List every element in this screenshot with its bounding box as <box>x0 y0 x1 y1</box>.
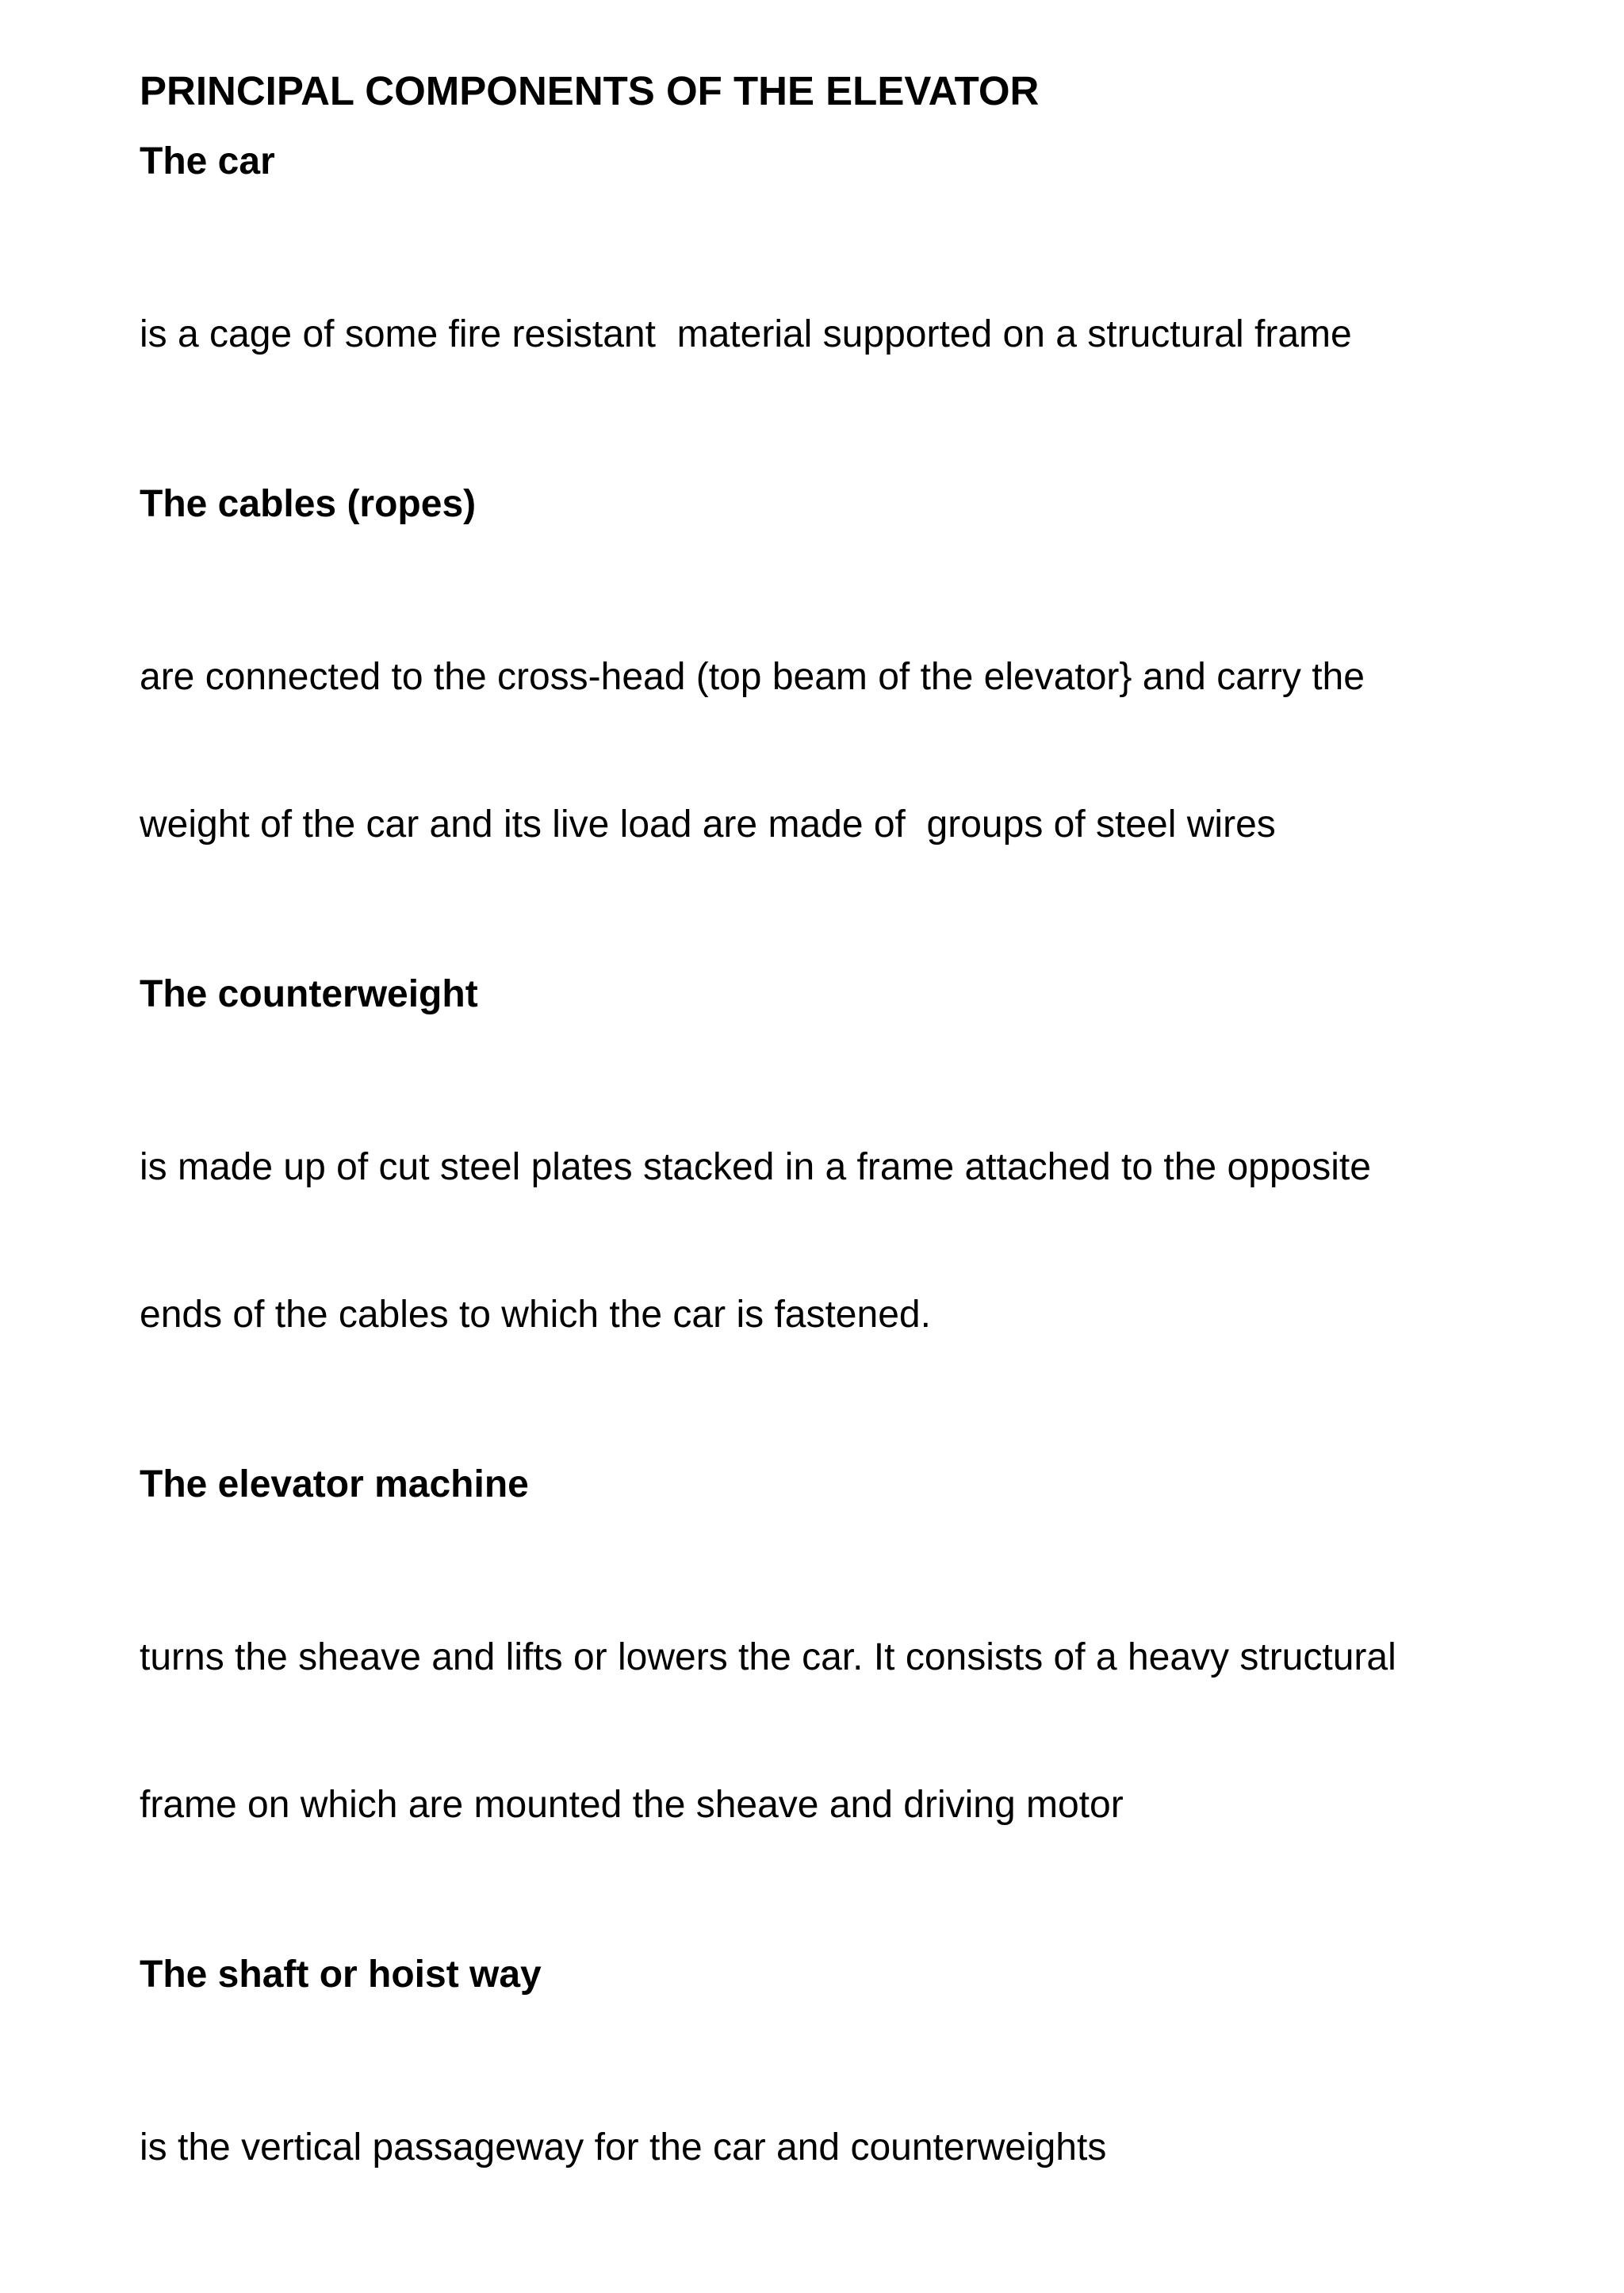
section-cables <box>140 480 1583 948</box>
body-line: turns the sheave and lifts or lowers the car. It consists of a heavy structural <box>140 1636 1396 1678</box>
body-line: weight of the car and its live load are made of groups of steel wires <box>140 803 1276 845</box>
section-shaft <box>140 1950 1583 2271</box>
section-heading: The counterweight <box>140 973 478 1015</box>
body-line: ends of the cables to which the car is fastened. <box>140 1294 931 1336</box>
section-elevator-machine <box>140 1460 1583 1928</box>
body-line: frame on which are mounted the sheave and driving motor <box>140 1784 1124 1826</box>
page-title: PRINCIPAL COMPONENTS OF THE ELEVATOR <box>140 68 1040 113</box>
section-heading: The shaft or hoist way <box>140 1954 542 1996</box>
section-body <box>140 212 1583 458</box>
section-counterweight <box>140 970 1583 1438</box>
section-heading: The car <box>140 140 275 182</box>
section-heading: The elevator machine <box>140 1463 529 1505</box>
section-heading: The cables (ropes) <box>140 483 477 525</box>
body-line: are connected to the cross-head (top beam of the elevator} and carry the <box>140 656 1365 698</box>
section-body <box>140 2025 1583 2271</box>
section-body <box>140 554 1583 948</box>
section-body <box>140 1045 1583 1438</box>
section-car <box>140 137 1583 458</box>
slide-content <box>140 63 1583 2293</box>
body-line: is a cage of some fire resistant material supported on a structural frame <box>140 313 1352 355</box>
body-line: is made up of cut steel plates stacked in a frame attached to the opposite <box>140 1146 1371 1188</box>
body-line: is the vertical passageway for the car and counterweights <box>140 2126 1107 2168</box>
section-body <box>140 1535 1583 1928</box>
